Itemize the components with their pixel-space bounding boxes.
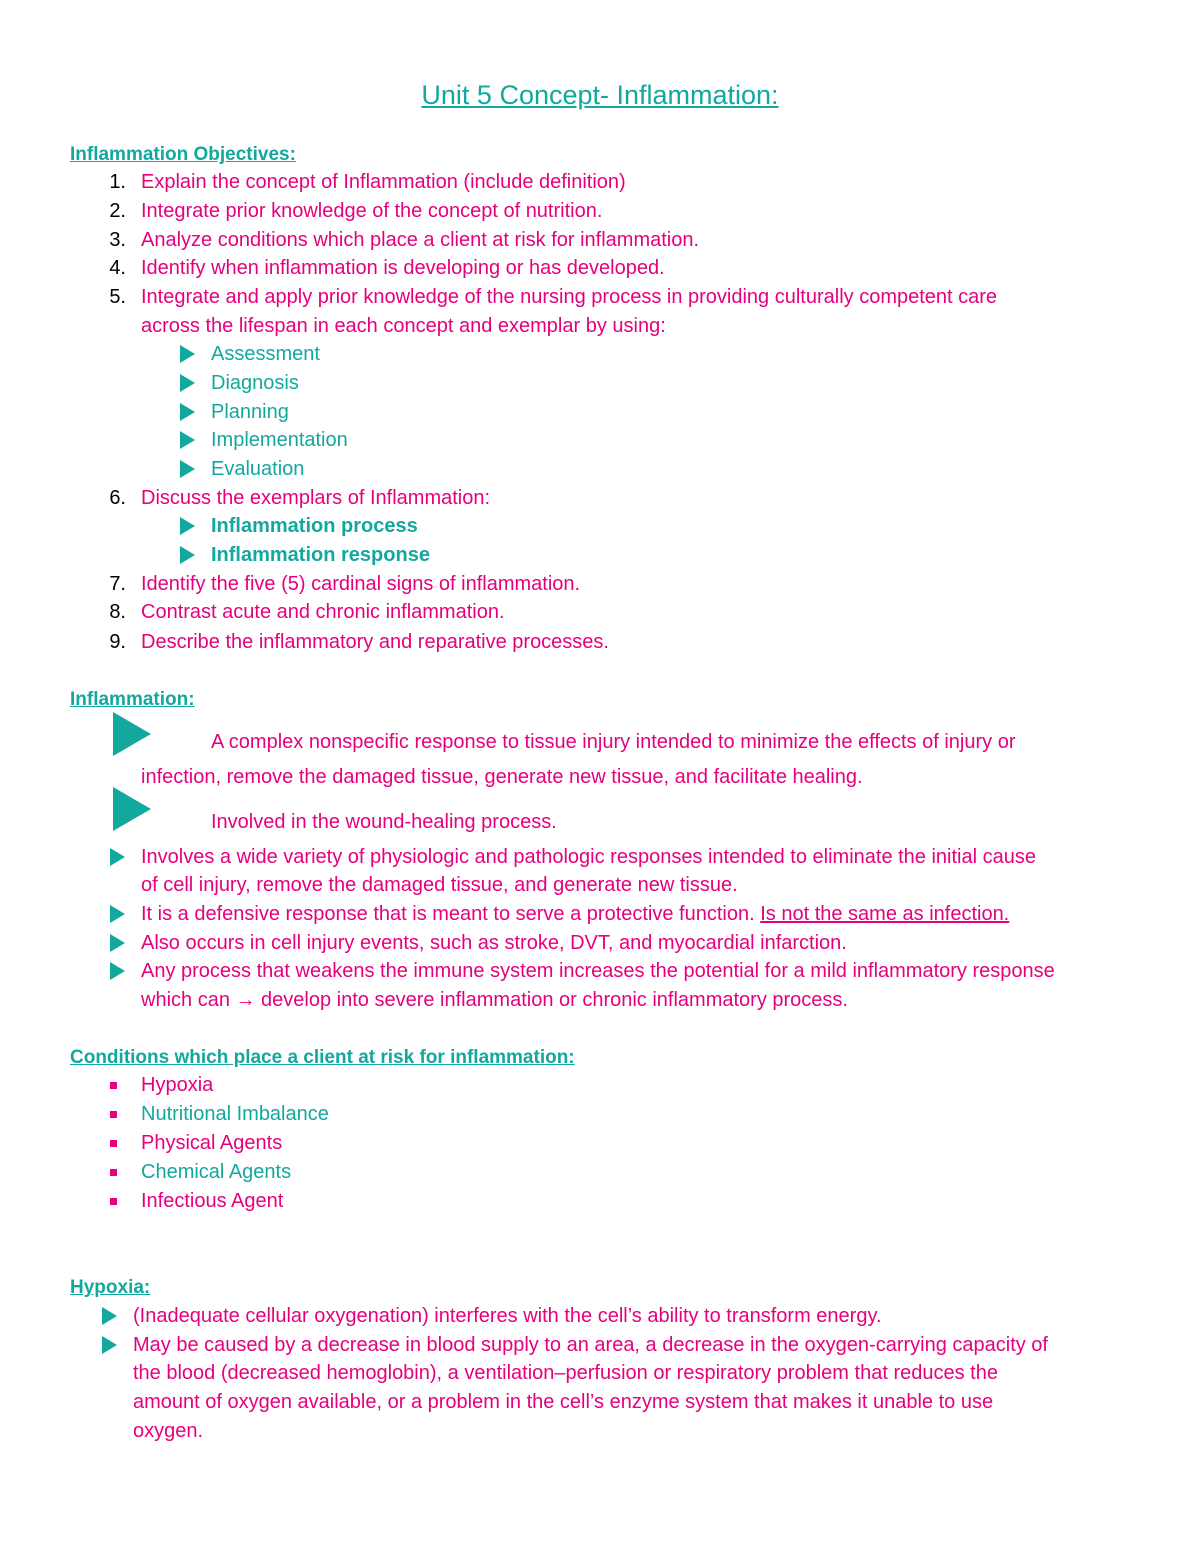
list-item: Explain the concept of Inflammation (include definition)	[141, 171, 626, 193]
list-number: 4.	[109, 257, 126, 279]
triangle-right-icon	[110, 934, 125, 952]
condition-item: Nutritional Imbalance	[141, 1103, 329, 1125]
sub-list-item: Evaluation	[211, 458, 305, 480]
triangle-right-icon	[102, 1307, 117, 1325]
list-item: Discuss the exemplars of Inflammation:	[141, 487, 491, 509]
list-number: 1.	[109, 171, 126, 193]
sub-list-item: Assessment	[211, 343, 320, 365]
square-bullet-icon	[110, 1198, 117, 1205]
inflammation-bullet: Also occurs in cell injury events, such as stroke, DVT, and myocardial infarction.	[141, 932, 847, 954]
bullet-text: It is a defensive response that is meant to serve a protective function.	[141, 903, 761, 925]
sub-list-item: Inflammation process	[211, 515, 418, 537]
list-number: 5.	[109, 286, 126, 308]
list-item: Identify when inflammation is developing or has developed.	[141, 257, 665, 279]
inflammation-bullet	[141, 902, 1009, 926]
inflammation-bullet-continued	[141, 988, 848, 1012]
list-number: 3.	[109, 229, 126, 251]
condition-item: Chemical Agents	[141, 1161, 292, 1183]
inflammation-bullet: Involves a wide variety of physiologic and pathologic responses intended to eliminate the initial cause	[141, 846, 1036, 868]
sub-list-item: Planning	[211, 401, 289, 423]
list-number: 2.	[109, 200, 126, 222]
inflammation-bullet-continued: of cell injury, remove the damaged tissue, and generate new tissue.	[141, 874, 738, 896]
sub-list-item: Diagnosis	[211, 372, 299, 394]
triangle-right-icon	[110, 962, 125, 980]
inflammation-heading: Inflammation:	[70, 689, 195, 710]
list-number: 6.	[109, 487, 126, 509]
triangle-right-icon	[180, 431, 195, 449]
square-bullet-icon	[110, 1082, 117, 1089]
list-number: 7.	[109, 573, 126, 595]
list-item: Integrate and apply prior knowledge of the nursing process in providing culturally competent care	[141, 286, 998, 308]
list-item: Contrast acute and chronic inflammation.	[141, 601, 505, 623]
page-title: Unit 5 Concept- Inflammation:	[421, 80, 779, 110]
list-item: Identify the five (5) cardinal signs of inflammation.	[141, 573, 581, 595]
triangle-right-icon	[180, 345, 195, 363]
square-bullet-icon	[110, 1111, 117, 1118]
triangle-right-icon	[113, 712, 151, 756]
triangle-right-icon	[180, 546, 195, 564]
list-item: Analyze conditions which place a client at risk for inflammation.	[141, 229, 700, 251]
condition-item: Hypoxia	[141, 1074, 214, 1096]
condition-item: Infectious Agent	[141, 1190, 284, 1212]
triangle-right-icon	[180, 374, 195, 392]
inflammation-bullet-continued: infection, remove the damaged tissue, generate new tissue, and facilitate healing.	[141, 766, 863, 788]
list-number: 9.	[109, 631, 126, 653]
inflammation-bullet: Involved in the wound-healing process.	[211, 811, 557, 833]
square-bullet-icon	[110, 1140, 117, 1147]
triangle-right-icon	[180, 460, 195, 478]
triangle-right-icon	[180, 403, 195, 421]
triangle-right-icon	[110, 848, 125, 866]
bullet-text: which can	[141, 989, 236, 1011]
hypoxia-bullet-continued: oxygen.	[133, 1420, 204, 1442]
hypoxia-bullet-continued: the blood (decreased hemoglobin), a ventilation–perfusion or respiratory problem that reduces the	[133, 1362, 998, 1384]
triangle-right-icon	[102, 1336, 117, 1354]
list-item: Integrate prior knowledge of the concept of nutrition.	[141, 200, 603, 222]
triangle-right-icon	[180, 517, 195, 535]
list-item-continued: across the lifespan in each concept and exemplar by using:	[141, 315, 666, 337]
list-number: 8.	[109, 601, 126, 623]
hypoxia-heading: Hypoxia:	[70, 1277, 151, 1298]
square-bullet-icon	[110, 1169, 117, 1176]
condition-item: Physical Agents	[141, 1132, 283, 1154]
inflammation-bullet: A complex nonspecific response to tissue injury intended to minimize the effects of injury or	[211, 731, 1016, 753]
triangle-right-icon	[113, 787, 151, 831]
sub-list-item: Implementation	[211, 429, 348, 451]
hypoxia-bullet-continued: amount of oxygen available, or a problem in the cell’s enzyme system that makes it unable to use	[133, 1391, 994, 1413]
arrow-right-icon: →	[235, 989, 256, 1011]
emphasis-text: Is not the same as infection.	[760, 903, 1010, 925]
list-item: Describe the inflammatory and reparative processes.	[141, 631, 609, 653]
inflammation-bullet: Any process that weakens the immune system increases the potential for a mild inflammatory response	[141, 960, 1055, 982]
hypoxia-bullet: May be caused by a decrease in blood supply to an area, a decrease in the oxygen-carrying capacity of	[133, 1334, 1048, 1356]
bullet-text: develop into severe inflammation or chronic inflammatory process.	[255, 989, 848, 1011]
hypoxia-bullet: (Inadequate cellular oxygenation) interferes with the cell’s ability to transform energy.	[133, 1305, 882, 1327]
conditions-heading: Conditions which place a client at risk for inflammation:	[70, 1047, 575, 1068]
objectives-heading: Inflammation Objectives:	[70, 144, 296, 165]
sub-list-item: Inflammation response	[211, 544, 430, 566]
triangle-right-icon	[110, 905, 125, 923]
